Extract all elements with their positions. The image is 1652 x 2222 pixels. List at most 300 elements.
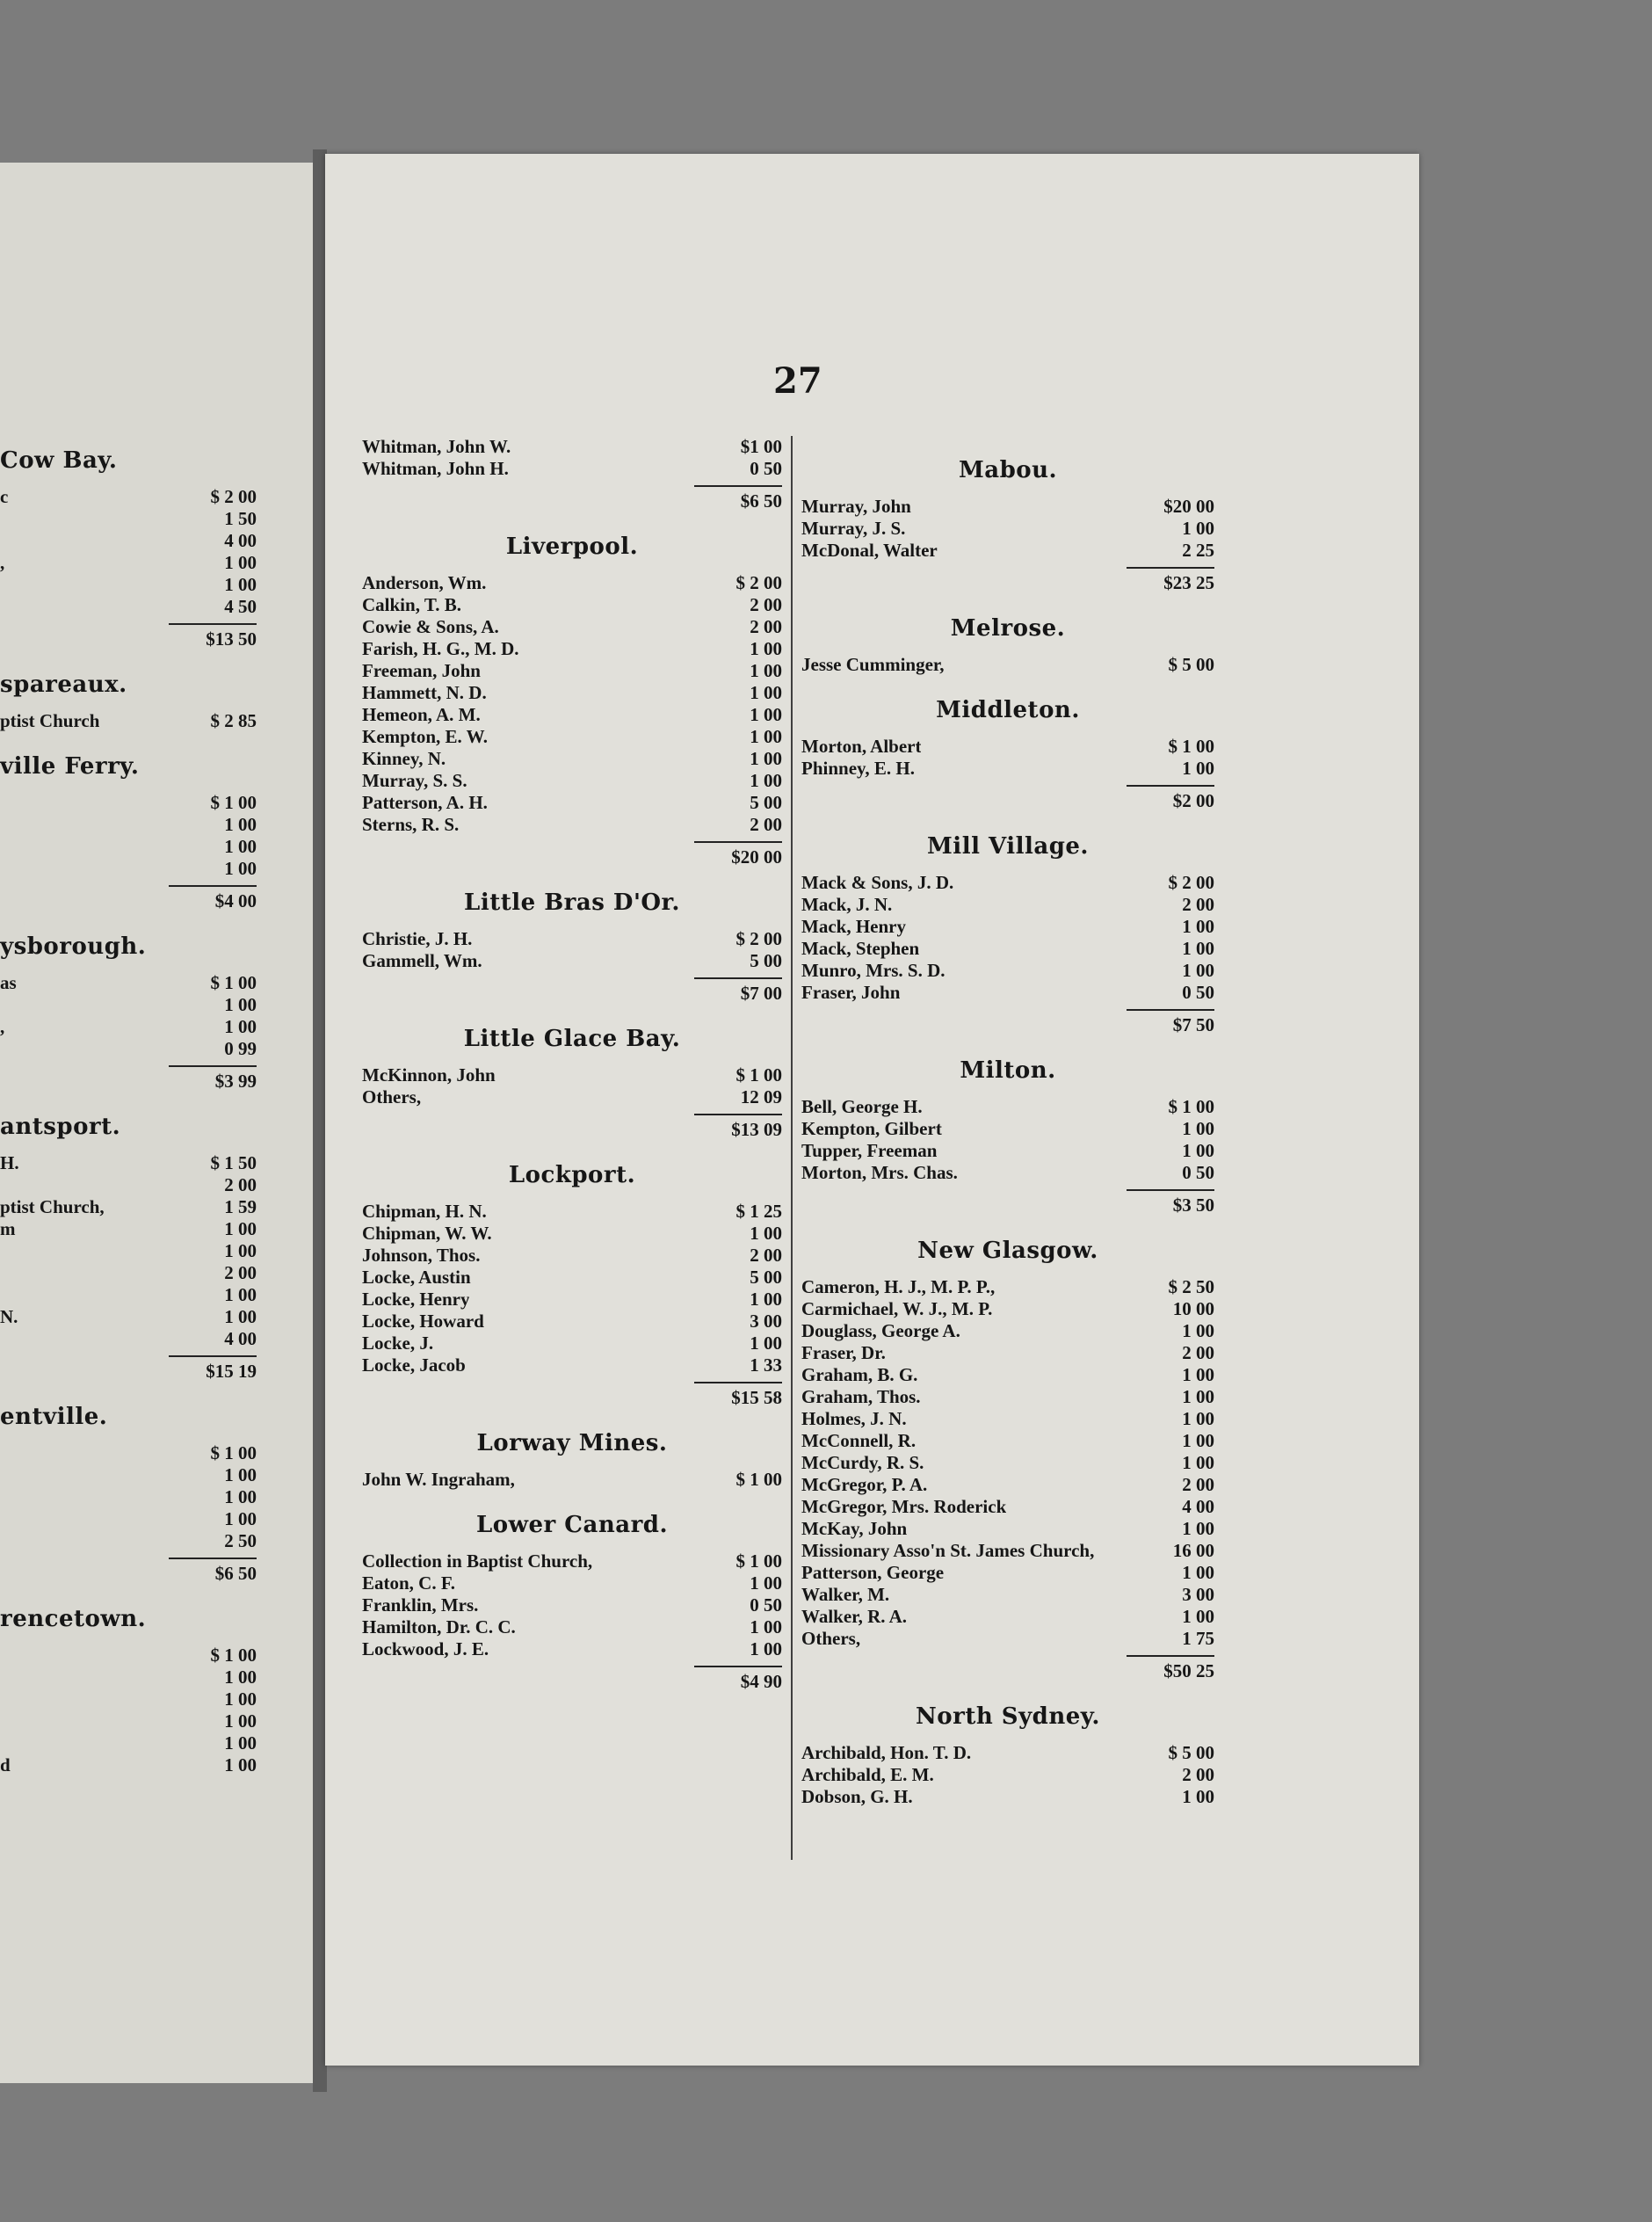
donor-name: Chipman, H. N.: [362, 1201, 487, 1222]
donation-amount: 2 00: [750, 616, 782, 637]
donor-name: Cowie & Sons, A.: [362, 616, 499, 637]
donor-row: [801, 1786, 1214, 1808]
donor-name: McCurdy, R. S.: [801, 1452, 924, 1473]
donor-row: [362, 1064, 782, 1086]
donation-amount: $ 1 25: [735, 1201, 782, 1222]
donor-row: [801, 1298, 1214, 1320]
donor-name: Archibald, Hon. T. D.: [801, 1742, 972, 1763]
donation-amount: 1 00: [750, 704, 782, 725]
donor-name: Tupper, Freeman: [801, 1140, 938, 1161]
donor-name: Kempton, Gilbert: [801, 1118, 942, 1139]
donor-row: [362, 950, 782, 972]
section-total: $50 25: [1127, 1655, 1214, 1682]
donor-row: [0, 1262, 257, 1284]
donor-name: Locke, Henry: [362, 1289, 470, 1310]
donation-amount: 1 33: [750, 1354, 782, 1376]
donation-amount: 1 00: [224, 1508, 257, 1529]
column-b: [801, 436, 1214, 1808]
donor-name: Murray, J. S.: [801, 518, 906, 539]
section-total: $20 00: [694, 841, 782, 868]
donation-amount: 5 00: [750, 1267, 782, 1288]
donation-amount: 3 00: [1182, 1584, 1214, 1605]
donation-amount: $ 1 00: [210, 1645, 257, 1666]
donation-amount: 1 00: [1182, 1364, 1214, 1385]
donor-name: N.: [0, 1306, 18, 1327]
donor-name: McKay, John: [801, 1518, 908, 1539]
donation-amount: 0 50: [1182, 982, 1214, 1003]
donation-amount: 1 00: [224, 1240, 257, 1261]
donor-row: [0, 1284, 257, 1306]
donation-section: [801, 1057, 1214, 1216]
donor-row: [362, 1594, 782, 1616]
donor-name: Whitman, John W.: [362, 436, 511, 457]
donation-amount: $ 2 00: [735, 928, 782, 949]
donation-amount: 1 00: [1182, 1408, 1214, 1429]
donor-name: H.: [0, 1152, 19, 1173]
donor-name: Douglass, George A.: [801, 1320, 960, 1341]
donation-amount: 1 00: [750, 1289, 782, 1310]
section-total: $7 00: [694, 977, 782, 1005]
donation-amount: 4 00: [224, 530, 257, 551]
donor-row: [801, 1628, 1214, 1650]
donor-row: [0, 486, 257, 508]
donation-amount: $ 2 00: [210, 486, 257, 507]
donor-row: [801, 982, 1214, 1004]
donor-row: [0, 574, 257, 596]
donor-name: Munro, Mrs. S. D.: [801, 960, 946, 981]
donor-row: [801, 654, 1214, 676]
donor-row: [0, 1196, 257, 1218]
donor-name: Hemeon, A. M.: [362, 704, 481, 725]
donation-section: [0, 1114, 257, 1383]
donor-name: Graham, B. G.: [801, 1364, 918, 1385]
section-total: $7 50: [1127, 1009, 1214, 1036]
donor-name: Eaton, C. F.: [362, 1572, 455, 1594]
donor-row: [0, 1732, 257, 1754]
donor-row: [801, 1452, 1214, 1474]
donation-amount: 1 00: [224, 1464, 257, 1485]
donation-amount: 1 00: [1182, 518, 1214, 539]
donor-name: Whitman, John H.: [362, 458, 509, 479]
donor-row: [801, 1496, 1214, 1518]
column-divider: [791, 436, 793, 1860]
section-total: $4 00: [169, 885, 257, 912]
donor-name: Graham, Thos.: [801, 1386, 921, 1407]
donation-amount: 5 00: [750, 950, 782, 971]
donation-amount: 10 00: [1172, 1298, 1214, 1319]
donation-amount: 4 00: [224, 1328, 257, 1349]
donation-section: [0, 672, 257, 732]
donor-row: [362, 1638, 782, 1660]
donation-amount: 2 00: [224, 1262, 257, 1283]
donation-amount: $ 1 50: [210, 1152, 257, 1173]
donation-amount: 2 00: [750, 814, 782, 835]
donor-row: [0, 1306, 257, 1328]
section-total: $6 50: [694, 485, 782, 512]
donation-amount: 1 00: [1182, 1430, 1214, 1451]
column-a: [362, 436, 782, 1693]
donation-amount: $ 1 00: [210, 972, 257, 993]
donation-section: [362, 436, 782, 512]
donor-row: [801, 1096, 1214, 1118]
donor-row: [801, 758, 1214, 780]
donor-name: Patterson, A. H.: [362, 792, 488, 813]
section-title: Mabou.: [958, 457, 1058, 483]
donor-row: [362, 726, 782, 748]
donation-amount: 12 09: [740, 1086, 782, 1107]
donor-name: Phinney, E. H.: [801, 758, 915, 779]
donation-amount: $ 5 00: [1168, 1742, 1214, 1763]
donor-row: [0, 1754, 257, 1776]
donor-name: Jesse Cumminger,: [801, 654, 945, 675]
section-title: Lockport.: [508, 1162, 636, 1188]
section-total: $2 00: [1127, 785, 1214, 812]
donation-amount: $ 1 00: [210, 1442, 257, 1463]
donation-amount: 2 00: [1182, 894, 1214, 915]
donor-row: [0, 994, 257, 1016]
donation-amount: 2 00: [224, 1174, 257, 1195]
donation-section: [801, 833, 1214, 1036]
donor-row: [801, 960, 1214, 982]
donor-row: [362, 770, 782, 792]
section-title: Little Glace Bay.: [463, 1026, 681, 1052]
donation-amount: 1 00: [224, 1284, 257, 1305]
donor-row: [362, 1086, 782, 1108]
donation-amount: 1 00: [224, 574, 257, 595]
section-total: $15 58: [694, 1382, 782, 1409]
donor-name: Holmes, J. N.: [801, 1408, 907, 1429]
donor-name: Locke, J.: [362, 1332, 434, 1354]
donor-name: Chipman, W. W.: [362, 1223, 492, 1244]
donor-name: Collection in Baptist Church,: [362, 1550, 593, 1572]
donor-row: [362, 748, 782, 770]
donation-amount: 1 00: [224, 1754, 257, 1775]
donor-row: [0, 508, 257, 530]
donation-section: [0, 753, 257, 912]
donation-amount: 1 00: [1182, 1518, 1214, 1539]
section-total: $13 09: [694, 1114, 782, 1141]
donation-amount: 1 00: [1182, 1140, 1214, 1161]
donor-row: [362, 1354, 782, 1376]
donor-row: [0, 792, 257, 814]
donor-row: [362, 1223, 782, 1245]
section-title: Little Bras D'Or.: [464, 890, 680, 916]
donor-name: McKinnon, John: [362, 1064, 496, 1086]
donation-amount: 1 00: [1182, 1786, 1214, 1807]
donation-amount: 1 00: [224, 1732, 257, 1754]
donation-amount: 0 50: [750, 458, 782, 479]
donor-row: [801, 916, 1214, 938]
donor-row: [801, 1764, 1214, 1786]
donor-row: [0, 530, 257, 552]
donor-name: Locke, Howard: [362, 1311, 484, 1332]
donor-name: Walker, M.: [801, 1584, 890, 1605]
donor-name: Calkin, T. B.: [362, 594, 462, 615]
donation-amount: 1 00: [750, 638, 782, 659]
donation-amount: 1 00: [1182, 758, 1214, 779]
donor-row: [0, 1174, 257, 1196]
donor-row: [0, 1218, 257, 1240]
donor-row: [0, 1442, 257, 1464]
donor-row: [362, 436, 782, 458]
donation-amount: 1 00: [750, 1332, 782, 1354]
donor-row: [362, 660, 782, 682]
donor-row: [801, 518, 1214, 540]
donation-section: [0, 933, 257, 1093]
donor-row: [362, 1311, 782, 1332]
donation-amount: 2 00: [750, 1245, 782, 1266]
donation-amount: 1 00: [1182, 1452, 1214, 1473]
donor-name: m: [0, 1218, 16, 1239]
donation-amount: 5 00: [750, 792, 782, 813]
donation-amount: 1 00: [750, 726, 782, 747]
section-total: $15 19: [169, 1355, 257, 1383]
donor-row: [801, 1320, 1214, 1342]
donation-amount: 1 00: [750, 682, 782, 703]
donor-row: [0, 1464, 257, 1486]
section-title: Milton.: [960, 1057, 1056, 1084]
donor-name: Walker, R. A.: [801, 1606, 907, 1627]
donor-row: [0, 858, 257, 880]
donor-row: [362, 1469, 782, 1491]
donor-name: Hammett, N. D.: [362, 682, 487, 703]
donor-name: Mack, Henry: [801, 916, 906, 937]
section-total: $4 90: [694, 1666, 782, 1693]
donation-amount: $ 2 50: [1168, 1276, 1214, 1297]
donation-section: [362, 534, 782, 868]
donation-amount: $1 00: [740, 436, 782, 457]
donor-row: [0, 1666, 257, 1688]
donation-amount: $ 2 00: [735, 572, 782, 593]
donation-amount: $ 2 00: [1168, 872, 1214, 893]
section-total: $23 25: [1127, 567, 1214, 594]
donor-name: Missionary Asso'n St. James Church,: [801, 1540, 1095, 1561]
donation-amount: 1 00: [750, 1572, 782, 1594]
donor-row: [801, 1118, 1214, 1140]
donation-amount: 2 00: [1182, 1764, 1214, 1785]
left-page-column: [0, 426, 257, 1776]
donor-name: Sterns, R. S.: [362, 814, 460, 835]
donation-amount: 1 00: [1182, 1606, 1214, 1627]
donation-amount: 1 00: [1182, 1320, 1214, 1341]
donor-name: Others,: [362, 1086, 422, 1107]
donor-name: Morton, Albert: [801, 736, 922, 757]
donor-name: Christie, J. H.: [362, 928, 473, 949]
donor-row: [801, 1162, 1214, 1184]
donor-row: [362, 1616, 782, 1638]
donor-name: ptist Church,: [0, 1196, 105, 1217]
donor-name: Locke, Jacob: [362, 1354, 466, 1376]
donor-row: [801, 540, 1214, 562]
section-total: $3 99: [169, 1065, 257, 1093]
donation-amount: 4 50: [224, 596, 257, 617]
section-title: Lower Canard.: [475, 1512, 669, 1538]
donor-row: [0, 1016, 257, 1038]
donation-amount: 1 00: [224, 1666, 257, 1688]
donor-row: [801, 1364, 1214, 1386]
donor-row: [0, 1710, 257, 1732]
donation-amount: $ 1 00: [1168, 736, 1214, 757]
donation-amount: $ 1 00: [735, 1550, 782, 1572]
donor-row: [0, 1152, 257, 1174]
section-title: rencetown.: [0, 1606, 147, 1632]
donation-section: [0, 1606, 257, 1776]
donor-name: Mack, J. N.: [801, 894, 893, 915]
section-title: entville.: [0, 1404, 108, 1430]
donor-name: Locke, Austin: [362, 1267, 471, 1288]
donor-name: Fraser, John: [801, 982, 901, 1003]
donation-amount: 1 00: [1182, 1386, 1214, 1407]
donation-amount: 1 00: [1182, 1118, 1214, 1139]
donation-section: [362, 1026, 782, 1141]
donation-amount: 1 00: [750, 660, 782, 681]
donor-name: Franklin, Mrs.: [362, 1594, 479, 1616]
donor-name: Kempton, E. W.: [362, 726, 488, 747]
donation-amount: $ 1 00: [1168, 1096, 1214, 1117]
donation-section: [362, 890, 782, 1005]
donor-row: [0, 972, 257, 994]
donor-name: as: [0, 972, 17, 993]
donor-name: Others,: [801, 1628, 861, 1649]
donor-row: [362, 572, 782, 594]
donor-row: [0, 836, 257, 858]
donor-row: [362, 1289, 782, 1311]
donation-section: [362, 1162, 782, 1409]
donor-name: Lockwood, J. E.: [362, 1638, 489, 1659]
donor-row: [362, 1267, 782, 1289]
section-title: Liverpool.: [505, 534, 639, 560]
donation-amount: 2 25: [1182, 540, 1214, 561]
donation-amount: 0 99: [224, 1038, 257, 1059]
donation-amount: 2 00: [750, 594, 782, 615]
donation-amount: 1 00: [750, 1223, 782, 1244]
donor-row: [0, 1486, 257, 1508]
donor-row: [0, 1530, 257, 1552]
donor-name: Kinney, N.: [362, 748, 446, 769]
donor-row: [362, 616, 782, 638]
donation-amount: 0 50: [750, 1594, 782, 1616]
donor-name: ptist Church: [0, 710, 100, 731]
donation-amount: 1 00: [1182, 960, 1214, 981]
donor-name: Dobson, G. H.: [801, 1786, 913, 1807]
donor-row: [0, 1328, 257, 1350]
donation-amount: 1 00: [1182, 938, 1214, 959]
donor-row: [801, 1408, 1214, 1430]
donation-section: [801, 615, 1214, 676]
donor-name: Mack & Sons, J. D.: [801, 872, 954, 893]
donor-row: [801, 496, 1214, 518]
donor-row: [801, 1430, 1214, 1452]
donor-row: [801, 1342, 1214, 1364]
donation-amount: $ 5 00: [1168, 654, 1214, 675]
donation-amount: 2 00: [1182, 1474, 1214, 1495]
donation-amount: 1 59: [224, 1196, 257, 1217]
donor-name: Farish, H. G., M. D.: [362, 638, 519, 659]
donor-row: [801, 872, 1214, 894]
donor-name: Anderson, Wm.: [362, 572, 487, 593]
donation-amount: 3 00: [750, 1311, 782, 1332]
donor-row: [801, 1584, 1214, 1606]
section-title: Cow Bay.: [0, 447, 118, 474]
donor-name: Carmichael, W. J., M. P.: [801, 1298, 993, 1319]
donor-row: [801, 1742, 1214, 1764]
donor-name: Archibald, E. M.: [801, 1764, 934, 1785]
donation-section: [362, 1512, 782, 1693]
donor-name: Morton, Mrs. Chas.: [801, 1162, 958, 1183]
donor-name: d: [0, 1754, 11, 1775]
donation-amount: $20 00: [1163, 496, 1214, 517]
donation-amount: 1 50: [224, 508, 257, 529]
donor-row: [801, 1518, 1214, 1540]
donor-row: [362, 1550, 782, 1572]
donation-amount: 1 00: [224, 1306, 257, 1327]
donor-name: Freeman, John: [362, 660, 481, 681]
donation-amount: 1 00: [224, 1218, 257, 1239]
donation-amount: 1 00: [224, 814, 257, 835]
donor-row: [362, 1332, 782, 1354]
donor-row: [801, 1562, 1214, 1584]
donor-row: [0, 552, 257, 574]
section-title: ysborough.: [0, 933, 147, 960]
donation-amount: 2 00: [1182, 1342, 1214, 1363]
donor-name: Johnson, Thos.: [362, 1245, 481, 1266]
donation-amount: 2 50: [224, 1530, 257, 1551]
donor-name: Patterson, George: [801, 1562, 945, 1583]
donor-row: [801, 1474, 1214, 1496]
page-number: 27: [773, 360, 822, 402]
donation-amount: $ 1 00: [735, 1469, 782, 1490]
donor-row: [0, 596, 257, 618]
donor-row: [801, 736, 1214, 758]
donation-amount: 1 00: [224, 1710, 257, 1732]
donation-section: [801, 1703, 1214, 1808]
donor-row: [362, 1201, 782, 1223]
donor-row: [362, 704, 782, 726]
section-total: $3 50: [1127, 1189, 1214, 1216]
donor-row: [362, 1572, 782, 1594]
donation-amount: $ 2 85: [210, 710, 257, 731]
donor-row: [0, 1240, 257, 1262]
donation-section: [0, 1404, 257, 1585]
donation-amount: 1 00: [750, 770, 782, 791]
donor-row: [801, 1276, 1214, 1298]
donation-section: [801, 1238, 1214, 1682]
donor-row: [362, 792, 782, 814]
section-title: New Glasgow.: [917, 1238, 1098, 1264]
donor-row: [362, 814, 782, 836]
donor-row: [801, 1606, 1214, 1628]
donation-amount: 1 00: [224, 1016, 257, 1037]
donor-name: Murray, John: [801, 496, 911, 517]
donation-amount: 0 50: [1182, 1162, 1214, 1183]
section-title: Mill Village.: [927, 833, 1089, 860]
donor-row: [362, 594, 782, 616]
donation-amount: 16 00: [1172, 1540, 1214, 1561]
section-title: antsport.: [0, 1114, 121, 1140]
donor-name: John W. Ingraham,: [362, 1469, 515, 1490]
donor-row: [0, 814, 257, 836]
donation-section: [801, 697, 1214, 812]
donor-row: [801, 938, 1214, 960]
donor-name: McGregor, Mrs. Roderick: [801, 1496, 1007, 1517]
donor-row: [0, 1508, 257, 1530]
donation-amount: 1 00: [750, 1638, 782, 1659]
donor-name: Gammell, Wm.: [362, 950, 482, 971]
donation-amount: $ 1 00: [210, 792, 257, 813]
donor-row: [362, 1245, 782, 1267]
section-title: Melrose.: [950, 615, 1066, 642]
donation-section: [362, 1430, 782, 1491]
